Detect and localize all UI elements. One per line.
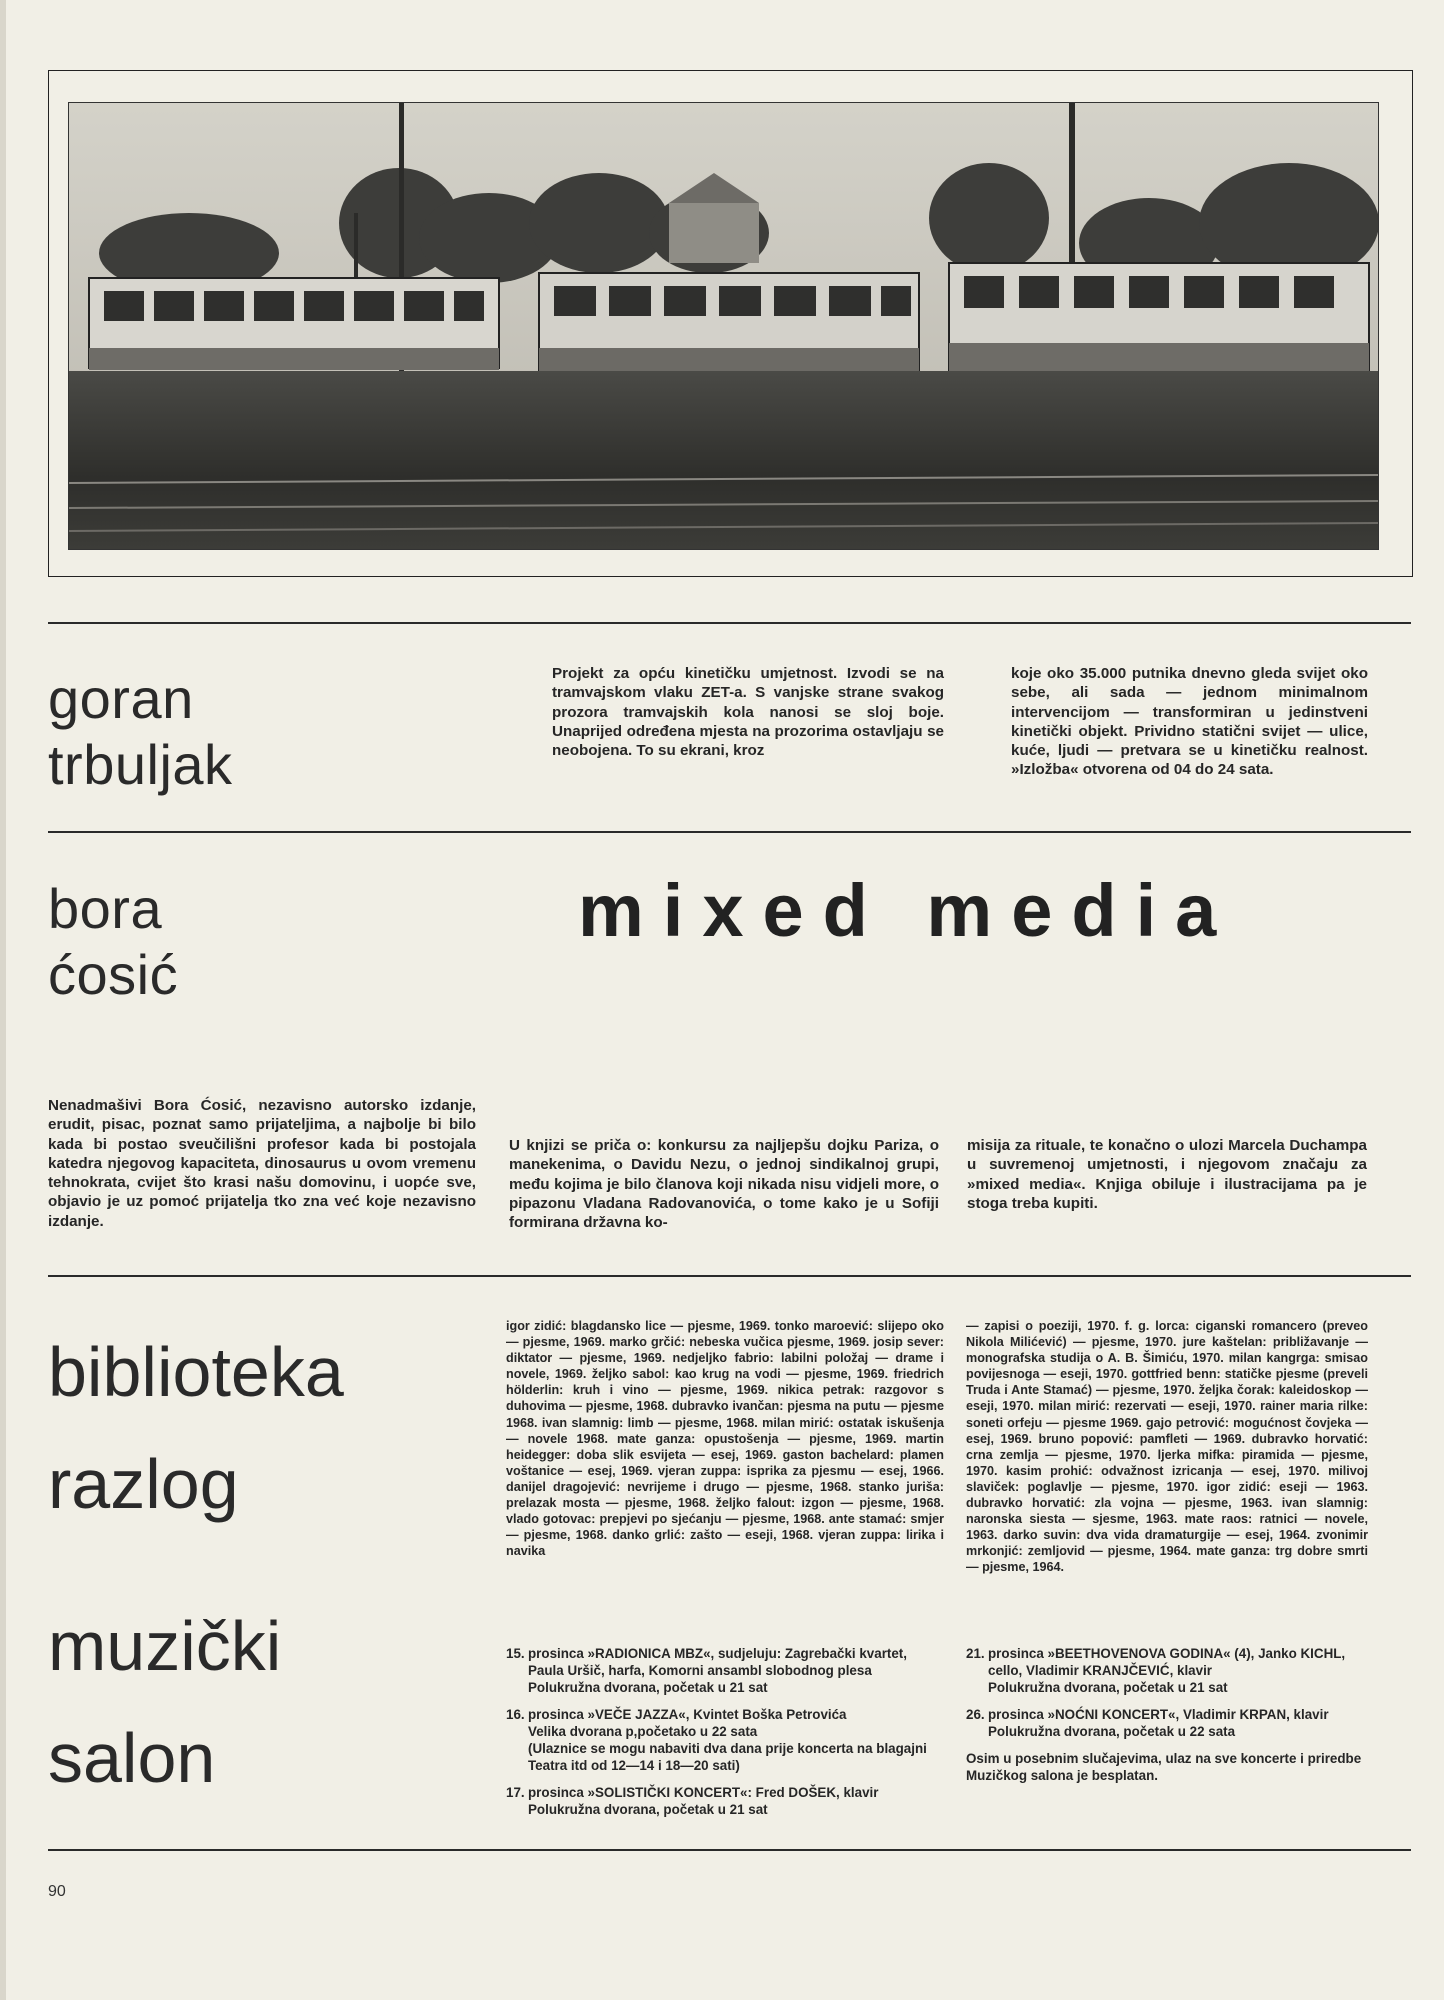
biblioteka-list-col2: — zapisi o poeziji, 1970. f. g. lorca: ciganski romancero (preveo Nikola Milićević) — pjesme, 1970. jure kaštelan: približavanje — monografska studija o A. B. Šimiću, 1970. milan kangrga: smisao povijesnoga — eseji, 1970. gottfried benn: statičke pjesme (preveli Truda i Ante Stamać) — pjesme, 1970. željka čorak: kaleidoskop — eseji, 1970. milan mirić: rezervati — eseji, 1970. rainer maria rilke: soneti orfeju — pjesme 1969. gajo petrović: mogućnost čovjeka — esej, 1969. bruno popović: pamfleti — 1969. dubravko horvatić: crna zemlja — pjesme, 1970. ljerka mifka: piramida — pjesme, 1970. kasim prohić: odvažnost izricanja — esej, 1970. milivoj slaviček: poglavlje — pjesme, 1970. igor zidić: eseji — 1963. dubravko horvatić: zla vojna — pjesme, 1963. ivan slamnig: naronska siesta — sjesme, 1963. mate raos: ratnici — novele, 1963. darko suvin: dva vida dramaturgije — esej, 1964. zvonimir mrkonjić: zemljovid — pjesme, 1964. mate ganza: trg dobre smrti — pjesme, 1964. [966, 1319, 1368, 1575]
series-name-line1: biblioteka [48, 1333, 344, 1411]
biblioteka-list-col1: igor zidić: blagdansko lice — pjesme, 1969. tonko maroević: slijepo oko — pjesme, 1969. marko grčić: nebeska vučica pjesme, 1969. josip sever: diktator — pjesme, 1969. nedjeljko fabrio: labilni položaj — drame i novele, 1969. željko sabol: kao krug na vodi — pjesme, 1969. friedrich hölderlin: kruh i vino — pjesme, 1969. nikica petrak: razgovor s duhovima — pjesme, 1968. dubravko ivančan: pjesma na putu — pjesme 1968. ivan slamnig: limb — pjesme, 1968. milan mirić: ostatak iskušenja — novele 1968. mate ganza: opustošenja — pjesme, 1969. martin heidegger: doba slik esvijeta — esej, 1969. gaston bachelard: plamen voštanice — esej, 1969. vjeran zuppa: isprika za pjesmu — esej, 1966. danijel dragojević: nevrijeme i drugo — pjesme, 1968. stanko juriša: prelazak mosta — pjesme, 1968. željko falout: izgon — pjesme, 1968. vlado gotovac: prepjevi po sjećanju — pjesme, 1968. ante stamać: smjer — pjesme, 1968. danko grlić: zašto — eseji, 1968. vjeran zuppa: lirika i navika [506, 1319, 944, 1559]
series-name-biblioteka [48, 1316, 344, 1540]
section-rule [48, 1275, 1411, 1277]
concert-date: 26. [966, 1707, 985, 1722]
admission-note: Osim u posebnim slučajevima, ulaz na sve koncerte i priredbe Muzičkog salona je besplatan. [966, 1751, 1362, 1783]
author-name-trbuljak [48, 666, 233, 798]
concert-entry [966, 1645, 1370, 1696]
page-number: 90 [48, 1883, 66, 1900]
section-rule [48, 1849, 1411, 1851]
author-last-name: ćosić [48, 943, 179, 1006]
tram-photo [68, 102, 1379, 550]
author-first-name: goran [48, 667, 194, 730]
section-rule [48, 831, 1411, 833]
concert-date: 16. [506, 1707, 525, 1722]
concert-description: prosinca »SOLISTIČKI KONCERT«: Fred DOŠEK, klavir Polukružna dvorana, početak u 21 sat [528, 1785, 879, 1817]
cosic-text-col1: Nenadmašivi Bora Ćosić, nezavisno autorsko izdanje, erudit, pisac, poznat samo prijateljima, a najbolje bi bilo kada bi postao sveučilišni profesor kada bi postojala katedra njegovog kapaciteta, dinosaurus u ovom vremenu tehnokrata, cvijet što krasi našu domovinu, i uopće sve, objavio je uz pomoć prijatelja tko zna već koje nezavisno izdanje. [48, 1097, 476, 1230]
cosic-text-col2: U knjizi se priča o: konkursu za najljepšu dojku Pariza, o manekenima, o Davidu Nezu, o jednoj sindikalnoj grupi, među kojima je bilo članova koji nikada nisu vidjeli more, o pipazonu Vladana Radovanovića, o tome kako je u Sofiji formirana državna ko- [509, 1137, 939, 1232]
salon-program-col1 [506, 1645, 944, 1828]
concert-entry [506, 1645, 944, 1696]
author-name-cosic [48, 876, 178, 1008]
salon-program-col2 [966, 1645, 1370, 1784]
author-last-name: trbuljak [48, 733, 233, 796]
concert-description: prosinca »BEETHOVENOVA GODINA« (4), Janko KICHL, cello, Vladimir KRANJČEVIĆ, klavir Polukružna dvorana, početak u 21 sat [988, 1646, 1346, 1695]
binding-edge [0, 0, 6, 2000]
concert-entry [506, 1706, 944, 1774]
series-name-line1: muzički [48, 1607, 282, 1685]
concert-description: prosinca »NOĆNI KONCERT«, Vladimir KRPAN, klavir Polukružna dvorana, početak u 22 sata [988, 1707, 1329, 1739]
concert-entry [506, 1784, 944, 1818]
mixed-media-title: mixed media [578, 869, 1236, 952]
concert-date: 17. [506, 1785, 525, 1800]
trbuljak-text-col1: Projekt za opću kinetičku umjetnost. Izvodi se na tramvajskom vlaku ZET-a. S vanjske strane svakog prozora tramvajskih kola nanosi se sloj boje. Unaprijed određena mjesta na prozorima ostavljaju se neobojena. To su ekrani, kroz [552, 665, 944, 760]
author-first-name: bora [48, 877, 163, 940]
section-rule [48, 622, 1411, 624]
series-name-salon [48, 1590, 281, 1814]
series-name-line2: salon [48, 1719, 216, 1797]
concert-entry [966, 1706, 1370, 1740]
cosic-text-col3: misija za rituale, te konačno o ulozi Marcela Duchampa u suvremenoj umjetnosti, i njegovom značaju za »mixed media«. Knjiga obiluje i ilustracijama pa je stoga treba kupiti. [967, 1137, 1367, 1212]
concert-description: prosinca »RADIONICA MBZ«, sudjeluju: Zagrebački kvartet, Paula Uršič, harfa, Komorni ansambl slobodnog plesa Polukružna dvorana, početak u 21 sat [528, 1646, 907, 1695]
trbuljak-text-col2: koje oko 35.000 putnika dnevno gleda svijet oko sebe, ali sada — jednom minimalnom intervencijom — transformiran u jedinstveni kinetički objekt. Prividno statični svijet — ulice, kuće, ljudi — pretvara se u kinetičku realnost. »Izložba« otvorena od 04 do 24 sata. [1011, 665, 1368, 779]
series-name-line2: razlog [48, 1445, 239, 1523]
concert-description: prosinca »VEČE JAZZA«, Kvintet Boška Petrovića Velika dvorana p,početako u 22 sata (Ulaznice se mogu nabaviti dva dana prije koncerta na blagajni Teatra itd od 12—14 i 18—20 sati) [528, 1707, 927, 1773]
concert-date: 15. [506, 1646, 525, 1661]
concert-date: 21. [966, 1646, 985, 1661]
